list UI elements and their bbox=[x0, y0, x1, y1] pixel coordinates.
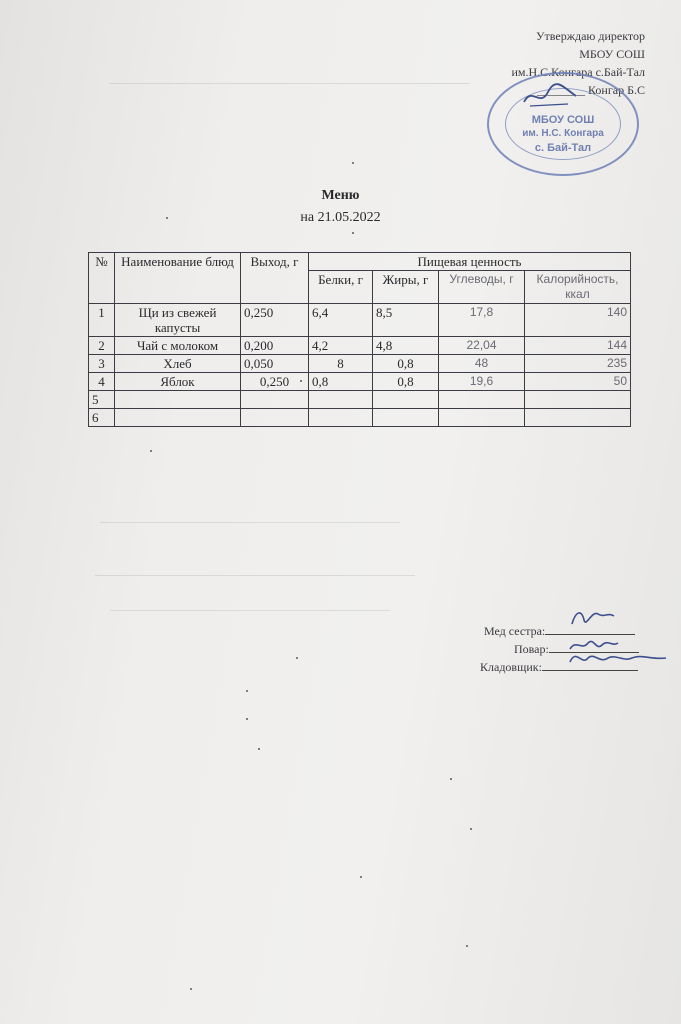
header-calories: Калорийность, ккал bbox=[525, 271, 631, 304]
cell-protein: 6,4 bbox=[309, 304, 373, 337]
header-protein: Белки, г bbox=[309, 271, 373, 304]
scan-speck bbox=[352, 162, 354, 164]
cell-calories: 144 bbox=[525, 337, 631, 355]
cell-number: 3 bbox=[89, 355, 115, 373]
cell-fat: 4,8 bbox=[373, 337, 439, 355]
approval-line-2: МБОУ СОШ bbox=[579, 47, 645, 61]
table-row bbox=[89, 304, 631, 337]
cell-fat: 8,5 bbox=[373, 304, 439, 337]
stamp-line-1: МБОУ СОШ bbox=[531, 114, 595, 126]
cell-output: 0,050 bbox=[241, 355, 309, 373]
scan-speck bbox=[246, 690, 248, 692]
scan-speck bbox=[352, 232, 354, 234]
cell-name bbox=[115, 409, 241, 427]
table-header-row bbox=[89, 253, 631, 271]
approval-line-3: им.Н.С.Конгара с.Бай-Тал bbox=[511, 65, 645, 79]
scan-speck bbox=[246, 718, 248, 720]
document-date: на 21.05.2022 bbox=[300, 210, 381, 225]
cell-calories: 140 bbox=[525, 304, 631, 337]
storekeeper-label: Кладовщик: bbox=[480, 660, 542, 674]
cell-number: 6 bbox=[89, 409, 115, 427]
cell-number: 4 bbox=[89, 373, 115, 391]
cell-carbs: 17,8 bbox=[439, 304, 525, 337]
menu-table bbox=[88, 252, 631, 427]
cell-carbs: 48 bbox=[439, 355, 525, 373]
cell-name: Яблок bbox=[115, 373, 241, 391]
cell-output: 0,250 bbox=[241, 373, 309, 391]
scan-speck bbox=[360, 876, 362, 878]
header-name: Наименование блюд bbox=[115, 253, 241, 304]
cell-output: 0,200 bbox=[241, 337, 309, 355]
cell-calories bbox=[525, 391, 631, 409]
cell-name bbox=[115, 391, 241, 409]
cell-carbs bbox=[439, 391, 525, 409]
cell-number: 2 bbox=[89, 337, 115, 355]
scan-speck bbox=[470, 828, 472, 830]
storekeeper-signature-icon bbox=[566, 646, 670, 672]
header-nutrition: Пищевая ценность bbox=[309, 253, 631, 271]
table-row bbox=[89, 373, 631, 391]
approval-line-1: Утверждаю директор bbox=[536, 29, 645, 43]
scan-speck bbox=[166, 217, 168, 219]
scan-artifact-line bbox=[110, 83, 470, 84]
header-fat: Жиры, г bbox=[373, 271, 439, 304]
scan-artifact-line bbox=[110, 610, 390, 611]
cell-fat: 0,8 bbox=[373, 373, 439, 391]
scan-speck bbox=[258, 748, 260, 750]
nurse-signature-icon bbox=[568, 606, 618, 630]
scan-speck bbox=[190, 988, 192, 990]
cell-output bbox=[241, 409, 309, 427]
scan-speck bbox=[466, 945, 468, 947]
table-row bbox=[89, 409, 631, 427]
cell-carbs: 19,6 bbox=[439, 373, 525, 391]
cell-calories: 50 bbox=[525, 373, 631, 391]
cell-protein: 0,8 bbox=[309, 373, 373, 391]
cell-number: 1 bbox=[89, 304, 115, 337]
header-output: Выход, г bbox=[241, 253, 309, 304]
nurse-label: Мед сестра: bbox=[484, 624, 546, 638]
header-number: № bbox=[89, 253, 115, 304]
director-signature-icon bbox=[520, 82, 580, 112]
cell-protein: 8 bbox=[309, 355, 373, 373]
cell-name: Чай с молоком bbox=[115, 337, 241, 355]
scan-artifact-line bbox=[100, 522, 400, 523]
cell-fat: 0,8 bbox=[373, 355, 439, 373]
approval-line-4: ________ Конгар Б.С bbox=[537, 83, 645, 97]
cell-carbs bbox=[439, 409, 525, 427]
cell-protein bbox=[309, 391, 373, 409]
cell-fat bbox=[373, 409, 439, 427]
table-row bbox=[89, 391, 631, 409]
stamp-line-3: с. Бай-Тал bbox=[534, 142, 592, 154]
cell-calories bbox=[525, 409, 631, 427]
cell-output bbox=[241, 391, 309, 409]
scan-speck bbox=[450, 778, 452, 780]
table-row bbox=[89, 355, 631, 373]
cell-number: 5 bbox=[89, 391, 115, 409]
document-title: Меню bbox=[321, 188, 360, 203]
stamp-line-2: им. Н.С. Конгара bbox=[522, 128, 604, 139]
cell-output: 0,250 bbox=[241, 304, 309, 337]
cell-protein bbox=[309, 409, 373, 427]
cell-name: Хлеб bbox=[115, 355, 241, 373]
table-row bbox=[89, 337, 631, 355]
cell-protein: 4,2 bbox=[309, 337, 373, 355]
cook-label: Повар: bbox=[514, 642, 549, 656]
cell-carbs: 22,04 bbox=[439, 337, 525, 355]
cell-fat bbox=[373, 391, 439, 409]
scan-speck bbox=[300, 380, 302, 382]
scan-artifact-line bbox=[95, 575, 415, 576]
scan-speck bbox=[150, 450, 152, 452]
cell-calories: 235 bbox=[525, 355, 631, 373]
scan-speck bbox=[296, 657, 298, 659]
cell-name: Щи из свежей капусты bbox=[115, 304, 241, 337]
header-carbs: Углеводы, г bbox=[439, 271, 525, 304]
